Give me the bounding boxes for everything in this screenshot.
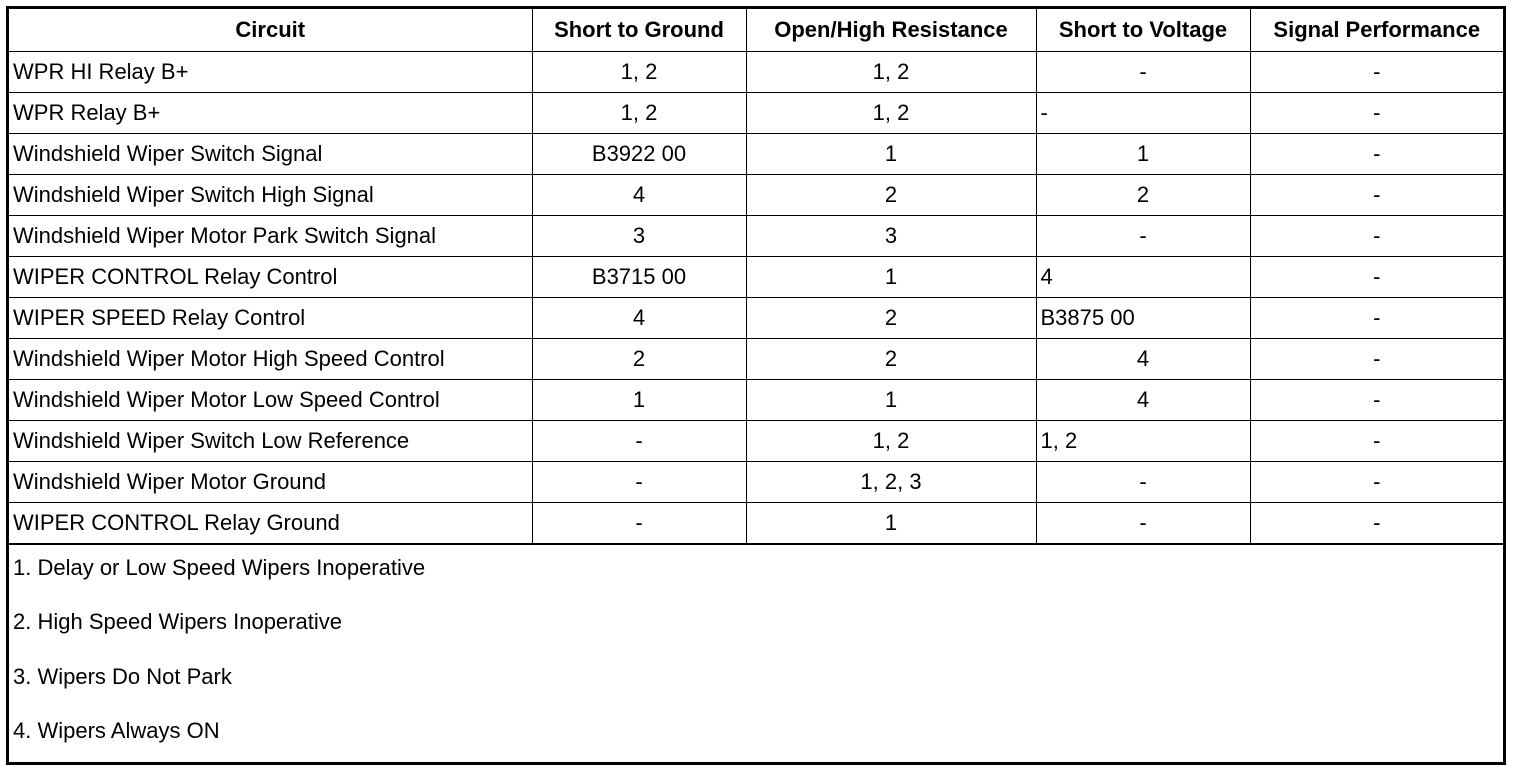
- cell-short-to-ground: 3: [532, 215, 746, 256]
- table-row: [9, 297, 1503, 338]
- cell-short-to-ground: B3715 00: [532, 256, 746, 297]
- cell-open-high-resistance: 3: [746, 215, 1036, 256]
- cell-short-to-voltage: 2: [1036, 174, 1250, 215]
- cell-signal-performance: -: [1250, 133, 1503, 174]
- cell-circuit: Windshield Wiper Motor Low Speed Control: [9, 379, 532, 420]
- table-row: [9, 502, 1503, 543]
- cell-signal-performance: -: [1250, 420, 1503, 461]
- cell-short-to-voltage: -: [1036, 461, 1250, 502]
- cell-short-to-voltage: 4: [1036, 338, 1250, 379]
- cell-circuit: Windshield Wiper Motor Ground: [9, 461, 532, 502]
- cell-circuit: Windshield Wiper Motor Park Switch Signal: [9, 215, 532, 256]
- header-row: [9, 9, 1503, 51]
- cell-short-to-voltage: B3875 00: [1036, 297, 1250, 338]
- cell-circuit: Windshield Wiper Switch High Signal: [9, 174, 532, 215]
- cell-open-high-resistance: 1, 2: [746, 92, 1036, 133]
- cell-short-to-ground: -: [532, 502, 746, 543]
- cell-circuit: WPR Relay B+: [9, 92, 532, 133]
- cell-short-to-ground: 1, 2: [532, 92, 746, 133]
- header-short-to-ground: Short to Ground: [532, 9, 746, 51]
- cell-short-to-ground: 4: [532, 174, 746, 215]
- circuit-diagnostic-sheet: [6, 6, 1506, 765]
- circuit-fault-table: [9, 9, 1503, 544]
- footnote-item: 4. Wipers Always ON: [13, 718, 220, 743]
- cell-short-to-ground: 1, 2: [532, 51, 746, 92]
- table-row: [9, 256, 1503, 297]
- table-row: [9, 92, 1503, 133]
- cell-open-high-resistance: 1, 2, 3: [746, 461, 1036, 502]
- cell-short-to-voltage: 1: [1036, 133, 1250, 174]
- cell-circuit: Windshield Wiper Switch Low Reference: [9, 420, 532, 461]
- cell-short-to-ground: -: [532, 420, 746, 461]
- table-row: [9, 338, 1503, 379]
- cell-signal-performance: -: [1250, 502, 1503, 543]
- cell-signal-performance: -: [1250, 297, 1503, 338]
- cell-signal-performance: -: [1250, 256, 1503, 297]
- cell-short-to-ground: -: [532, 461, 746, 502]
- cell-circuit: WIPER CONTROL Relay Control: [9, 256, 532, 297]
- cell-circuit: WPR HI Relay B+: [9, 51, 532, 92]
- footnote-item: 1. Delay or Low Speed Wipers Inoperative: [13, 554, 426, 580]
- header-short-to-voltage: Short to Voltage: [1036, 9, 1250, 51]
- cell-short-to-voltage: 1, 2: [1036, 420, 1250, 461]
- cell-short-to-voltage: 4: [1036, 379, 1250, 420]
- table-row: [9, 215, 1503, 256]
- cell-open-high-resistance: 2: [746, 297, 1036, 338]
- cell-open-high-resistance: 1, 2: [746, 420, 1036, 461]
- cell-circuit: WIPER CONTROL Relay Ground: [9, 502, 532, 543]
- cell-open-high-resistance: 2: [746, 338, 1036, 379]
- cell-open-high-resistance: 2: [746, 174, 1036, 215]
- cell-signal-performance: -: [1250, 174, 1503, 215]
- cell-open-high-resistance: 1: [746, 379, 1036, 420]
- cell-short-to-ground: B3922 00: [532, 133, 746, 174]
- header-open-high-resistance: Open/High Resistance: [746, 9, 1036, 51]
- cell-short-to-voltage: -: [1036, 215, 1250, 256]
- cell-short-to-ground: 4: [532, 297, 746, 338]
- cell-signal-performance: -: [1250, 338, 1503, 379]
- table-row: [9, 51, 1503, 92]
- table-row: [9, 133, 1503, 174]
- footnote-item: 3. Wipers Do Not Park: [13, 663, 232, 689]
- table-row: [9, 461, 1503, 502]
- cell-signal-performance: -: [1250, 461, 1503, 502]
- table-body: [9, 51, 1503, 543]
- cell-signal-performance: -: [1250, 92, 1503, 133]
- table-row: [9, 420, 1503, 461]
- cell-short-to-voltage: 4: [1036, 256, 1250, 297]
- cell-circuit: Windshield Wiper Switch Signal: [9, 133, 532, 174]
- cell-open-high-resistance: 1: [746, 133, 1036, 174]
- header-circuit: Circuit: [9, 9, 532, 51]
- cell-open-high-resistance: 1, 2: [746, 51, 1036, 92]
- cell-open-high-resistance: 1: [746, 256, 1036, 297]
- table-row: [9, 174, 1503, 215]
- cell-short-to-voltage: -: [1036, 502, 1250, 543]
- footnote-item: 2. High Speed Wipers Inoperative: [13, 609, 342, 634]
- cell-short-to-ground: 1: [532, 379, 746, 420]
- cell-short-to-ground: 2: [532, 338, 746, 379]
- cell-circuit: Windshield Wiper Motor High Speed Control: [9, 338, 532, 379]
- table-row: [9, 379, 1503, 420]
- header-signal-performance: Signal Performance: [1250, 9, 1503, 51]
- cell-circuit: WIPER SPEED Relay Control: [9, 297, 532, 338]
- cell-short-to-voltage: -: [1036, 92, 1250, 133]
- footnotes: [9, 544, 1503, 763]
- cell-signal-performance: -: [1250, 379, 1503, 420]
- cell-open-high-resistance: 1: [746, 502, 1036, 543]
- cell-signal-performance: -: [1250, 215, 1503, 256]
- cell-short-to-voltage: -: [1036, 51, 1250, 92]
- cell-signal-performance: -: [1250, 51, 1503, 92]
